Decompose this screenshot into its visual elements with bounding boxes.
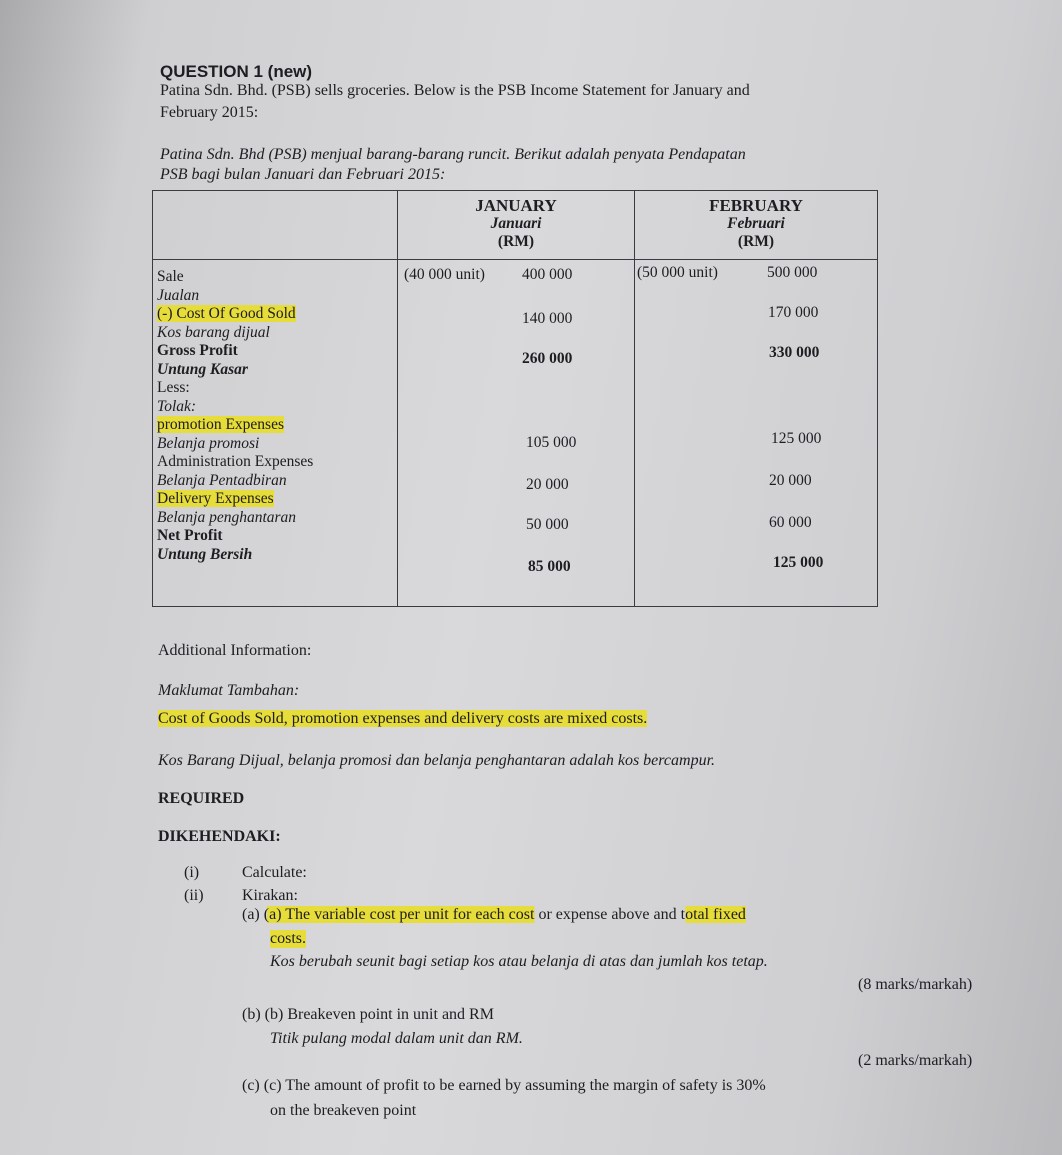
january-values: (40 000 unit) 400 000 140 000 260 000 105 000 20 000 50 000 85 000	[398, 260, 635, 607]
question-a: (a) (a) The variable cost per unit for each cost or expense above and total fixed	[242, 906, 746, 923]
table-body	[153, 260, 878, 607]
item-ii-text: Kirakan:	[242, 887, 298, 904]
intro-en-line-2: February 2015:	[160, 104, 259, 121]
additional-info-heading-ms: Maklumat Tambahan:	[158, 682, 300, 699]
question-b: (b) (b) Breakeven point in unit and RM	[242, 1006, 494, 1023]
income-statement-table	[152, 190, 878, 607]
intro-ms-line-2: PSB bagi bulan Januari dan Februari 2015:	[160, 166, 446, 183]
header-january: JANUARY Januari (RM)	[398, 191, 635, 260]
required-heading: REQUIRED	[158, 790, 245, 807]
row-labels: Sale Jualan (-) Cost Of Good Sold Kos barang dijual Gross Profit Untung Kasar Less: Tolak: promotion Expenses Belanja promosi Administration Expenses Belanja Pentadbiran Delivery Expenses Belanja penghantaran Net Profit Untung Bersih	[153, 260, 398, 607]
table-header-row	[153, 191, 878, 260]
question-title: QUESTION 1 (new)	[160, 62, 313, 81]
question-c-cont: on the breakeven point	[270, 1102, 417, 1119]
question-a-marks: (8 marks/markah)	[858, 976, 973, 993]
additional-info-heading: Additional Information:	[158, 642, 312, 659]
february-values: (50 000 unit) 500 000 170 000 330 000 125 000 20 000 60 000 125 000	[635, 260, 878, 607]
question-b-marks: (2 marks/markah)	[858, 1052, 973, 1069]
item-i-number: (i)	[184, 864, 200, 881]
question-b-ms: Titik pulang modal dalam unit dan RM.	[270, 1030, 523, 1047]
question-c: (c) (c) The amount of profit to be earned by assuming the margin of safety is 30%	[242, 1077, 766, 1094]
intro-en-line-1: Patina Sdn. Bhd. (PSB) sells groceries. Below is the PSB Income Statement for January and	[160, 82, 750, 99]
item-ii-number: (ii)	[184, 887, 204, 904]
header-february: FEBRUARY Februari (RM)	[635, 191, 878, 260]
item-i-text: Calculate:	[242, 864, 307, 881]
question-a-cont: costs.	[270, 930, 306, 947]
mixed-costs-info-ms: Kos Barang Dijual, belanja promosi dan belanja penghantaran adalah kos bercampur.	[158, 752, 716, 769]
intro-ms-line-1: Patina Sdn. Bhd (PSB) menjual barang-barang runcit. Berikut adalah penyata Pendapatan	[160, 146, 746, 163]
mixed-costs-info: Cost of Goods Sold, promotion expenses and delivery costs are mixed costs.	[158, 710, 648, 727]
question-a-ms: Kos berubah seunit bagi setiap kos atau belanja di atas dan jumlah kos tetap.	[270, 953, 768, 970]
required-heading-ms: DIKEHENDAKI:	[158, 828, 281, 845]
